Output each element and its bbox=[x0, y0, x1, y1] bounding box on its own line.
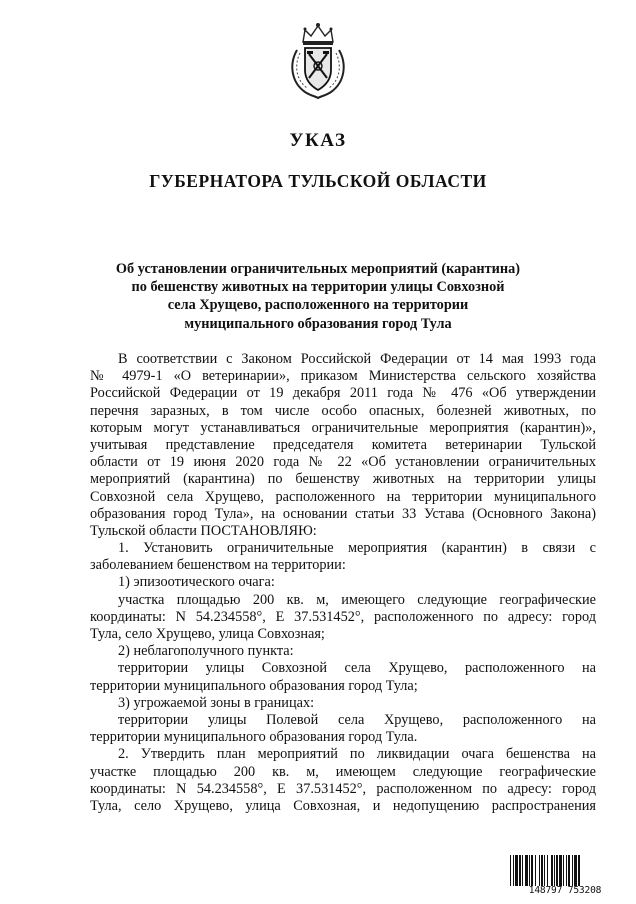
body-line: территории муниципального образования город Тула. bbox=[90, 729, 418, 746]
document-type-title: УКАЗ bbox=[289, 130, 347, 151]
barcode bbox=[509, 855, 621, 897]
body-line: 2) неблагополучного пункта: bbox=[118, 643, 294, 660]
body-line: территории муниципального образования город Тула; bbox=[90, 677, 418, 694]
body-line: координаты: N 54.234558°, E 37.531452°, расположенном по адресу: город bbox=[90, 780, 596, 797]
body-line: перечня заразных, в том числе особо опасных, болезней животных, по bbox=[90, 402, 596, 419]
body-line: В соответствии с Законом Российской Федерации от 14 мая 1993 года bbox=[118, 351, 596, 367]
body-line: территории улицы Полевой села Хрущево, расположенного на bbox=[118, 711, 596, 728]
body-line: координаты: N 54.234558°, E 37.531452°, расположенного по адресу: город bbox=[90, 608, 596, 625]
body-line: учитывая представление председателя комитета ветеринарии Тульской bbox=[90, 436, 596, 453]
barcode-number: 148797 753208 bbox=[528, 885, 602, 896]
barcode-icon bbox=[509, 855, 621, 886]
subject-line: муниципального образования город Тула bbox=[184, 315, 452, 332]
body-line: 1. Установить ограничительные мероприятия (карантин) в связи с bbox=[118, 540, 596, 557]
issuer-title: ГУБЕРНАТОРА ТУЛЬСКОЙ ОБЛАСТИ bbox=[149, 171, 487, 191]
body-line: которым могут устанавливаться ограничительные мероприятия (карантин)», bbox=[90, 419, 596, 436]
body-line: № 4979-1 «О ветеринарии», приказом Министерства сельского хозяйства bbox=[90, 368, 596, 385]
body-line: 2. Утвердить план мероприятий по ликвидации очага бешенства на bbox=[118, 746, 596, 763]
body-line: Тула, село Хрущево, улица Совхозная; bbox=[90, 626, 325, 642]
body-line: Тульской области ПОСТАНОВЛЯЮ: bbox=[90, 522, 317, 539]
body-line: Совхозной села Хрущево, расположенного на территории муниципального bbox=[90, 488, 596, 505]
body-line: области от 19 июня 2020 года № 22 «Об установлении ограничительных bbox=[90, 454, 596, 471]
body-line: участке площадью 200 кв. м, имеющем следующие географические bbox=[90, 763, 596, 780]
body-line: участка площадью 200 кв. м, имеющего следующие географические bbox=[118, 591, 596, 608]
subject-line: села Хрущево, расположенного на территории bbox=[167, 297, 469, 314]
body-line: Тула, село Хрущево, улица Совхозная, и недопущению распространения bbox=[90, 797, 596, 814]
body-line: 1) эпизоотического очага: bbox=[118, 574, 275, 591]
body-line: заболеванием бешенством на территории: bbox=[90, 557, 346, 574]
subject-line: Об установлении ограничительных мероприятий (карантина) bbox=[115, 261, 521, 277]
document-body bbox=[90, 351, 596, 815]
coat-of-arms-icon bbox=[285, 20, 351, 100]
body-line: мероприятий (карантина) по бешенству животных на территории улицы bbox=[90, 471, 596, 488]
body-line: образования город Тула», на основании статьи 33 Устава (Основного Закона) bbox=[90, 505, 596, 522]
body-line: территории улицы Совхозной села Хрущево, расположенного на bbox=[118, 660, 596, 677]
body-line: 3) угрожаемой зоны в границах: bbox=[118, 694, 315, 711]
subject-line: по бешенству животных на территории улицы Совхозной bbox=[131, 279, 505, 296]
document-subject bbox=[100, 260, 536, 333]
body-line: Российской Федерации от 19 декабря 2011 года № 476 «Об утверждении bbox=[90, 385, 596, 402]
